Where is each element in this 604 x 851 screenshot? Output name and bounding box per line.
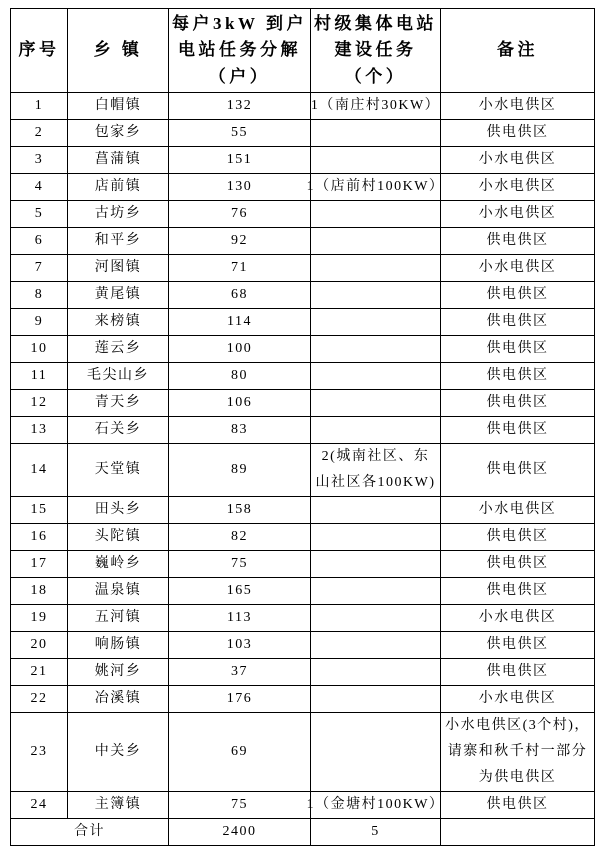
household-count-cell: 89 [169,444,311,497]
note-cell: 供电供区 [441,524,595,551]
household-count-cell: 37 [169,659,311,686]
header-household-task-line: 每户3kW 到户 [172,13,307,33]
note-cell: 供电供区 [441,336,595,363]
township-cell: 黄尾镇 [68,282,169,309]
village-station-cell [311,282,441,309]
household-count-cell: 71 [169,255,311,282]
note-cell: 供电供区 [441,659,595,686]
household-count-cell: 76 [169,201,311,228]
header-household-task-line: （户） [208,66,271,86]
note-cell: 供电供区 [441,282,595,309]
note-cell: 供电供区 [441,551,595,578]
household-count-cell: 80 [169,363,311,390]
village-station-cell [311,255,441,282]
household-count-cell: 113 [169,605,311,632]
village-station-cell [311,390,441,417]
township-cell: 中关乡 [68,713,169,792]
township-cell: 白帽镇 [68,93,169,120]
header-household-task-line: 电站任务分解 [178,40,301,60]
township-cell: 毛尖山乡 [68,363,169,390]
household-count-cell: 69 [169,713,311,792]
township-cell: 河图镇 [68,255,169,282]
village-station-cell [311,497,441,524]
township-cell: 冶溪镇 [68,686,169,713]
note-cell [441,713,595,792]
seq-cell: 15 [11,497,68,524]
household-count-cell: 103 [169,632,311,659]
township-cell: 五河镇 [68,605,169,632]
township-cell: 田头乡 [68,497,169,524]
total-label-cell: 合计 [11,819,169,846]
header-village-task-line: 建设任务 [334,40,417,60]
village-station-cell [311,147,441,174]
household-count-cell: 75 [169,792,311,819]
village-station-cell: 1（南庄村30KW） [311,93,441,120]
village-station-cell: 1（店前村100KW） [311,174,441,201]
seq-cell: 13 [11,417,68,444]
note-cell: 供电供区 [441,578,595,605]
header-village-task-line: （个） [344,66,407,86]
note-cell: 小水电供区 [441,686,595,713]
header-village-task [311,9,441,93]
township-cell: 店前镇 [68,174,169,201]
household-count-cell: 114 [169,309,311,336]
seq-cell: 17 [11,551,68,578]
township-cell: 青天乡 [68,390,169,417]
header-village-task-line: 村级集体电站 [314,13,437,33]
township-cell: 温泉镇 [68,578,169,605]
note-cell: 供电供区 [441,792,595,819]
note-cell: 小水电供区 [441,605,595,632]
village-station-cell [311,228,441,255]
village-station-cell: 1（金塘村100KW） [311,792,441,819]
seq-cell: 7 [11,255,68,282]
seq-cell: 22 [11,686,68,713]
note-line: 为供电供区 [478,770,557,785]
household-count-cell: 68 [169,282,311,309]
seq-cell: 14 [11,444,68,497]
note-cell: 小水电供区 [441,497,595,524]
note-cell: 供电供区 [441,228,595,255]
task-table [10,8,595,846]
village-station-cell [311,632,441,659]
village-station-cell [311,417,441,444]
header-household-task [169,9,311,93]
seq-cell: 6 [11,228,68,255]
seq-cell: 3 [11,147,68,174]
village-station-cell [311,659,441,686]
township-cell: 和平乡 [68,228,169,255]
total-note-cell [441,819,595,846]
village-station-cell [311,686,441,713]
header-seq: 序号 [11,9,68,93]
seq-cell: 4 [11,174,68,201]
note-cell: 供电供区 [441,632,595,659]
household-count-cell: 132 [169,93,311,120]
household-count-cell: 55 [169,120,311,147]
seq-cell: 20 [11,632,68,659]
village-station-line: 2(城南社区、东 [321,449,430,464]
township-cell: 莲云乡 [68,336,169,363]
village-station-cell [311,551,441,578]
village-station-cell [311,578,441,605]
village-station-cell [311,336,441,363]
note-cell: 供电供区 [441,120,595,147]
household-count-cell: 100 [169,336,311,363]
seq-cell: 16 [11,524,68,551]
seq-cell: 8 [11,282,68,309]
household-count-cell: 151 [169,147,311,174]
village-station-cell [311,444,441,497]
seq-cell: 2 [11,120,68,147]
household-count-cell: 83 [169,417,311,444]
seq-cell: 18 [11,578,68,605]
note-cell: 供电供区 [441,444,595,497]
household-count-cell: 130 [169,174,311,201]
note-cell: 小水电供区 [441,255,595,282]
note-line: 请寨和秋千村一部分 [447,744,588,759]
note-cell: 小水电供区 [441,147,595,174]
seq-cell: 11 [11,363,68,390]
township-cell: 响肠镇 [68,632,169,659]
household-count-cell: 75 [169,551,311,578]
household-count-cell: 165 [169,578,311,605]
village-station-cell [311,363,441,390]
household-count-cell: 92 [169,228,311,255]
note-cell: 小水电供区 [441,93,595,120]
township-cell: 巍岭乡 [68,551,169,578]
township-cell: 主簿镇 [68,792,169,819]
household-count-cell: 176 [169,686,311,713]
village-station-cell [311,524,441,551]
seq-cell: 9 [11,309,68,336]
seq-cell: 10 [11,336,68,363]
seq-cell: 12 [11,390,68,417]
village-station-line: 山社区各100KW) [315,475,436,490]
seq-cell: 21 [11,659,68,686]
village-station-cell [311,309,441,336]
village-station-cell [311,713,441,792]
note-cell: 小水电供区 [441,174,595,201]
township-cell: 来榜镇 [68,309,169,336]
village-station-cell [311,201,441,228]
note-cell: 供电供区 [441,390,595,417]
seq-cell: 5 [11,201,68,228]
household-count-cell: 82 [169,524,311,551]
township-cell: 古坊乡 [68,201,169,228]
township-cell: 菖蒲镇 [68,147,169,174]
township-cell: 姚河乡 [68,659,169,686]
note-line: 小水电供区(3个村)， [445,718,590,733]
seq-cell: 24 [11,792,68,819]
note-cell: 小水电供区 [441,201,595,228]
township-cell: 石关乡 [68,417,169,444]
seq-cell: 23 [11,713,68,792]
seq-cell: 1 [11,93,68,120]
seq-cell: 19 [11,605,68,632]
total-household-count-cell: 2400 [169,819,311,846]
village-station-cell [311,120,441,147]
total-village-station-cell: 5 [311,819,441,846]
note-cell: 供电供区 [441,363,595,390]
note-cell: 供电供区 [441,417,595,444]
township-cell: 天堂镇 [68,444,169,497]
household-count-cell: 106 [169,390,311,417]
household-count-cell: 158 [169,497,311,524]
header-note: 备注 [441,9,595,93]
township-cell: 包家乡 [68,120,169,147]
note-cell: 供电供区 [441,309,595,336]
header-township: 乡 镇 [68,9,169,93]
village-station-cell [311,605,441,632]
township-cell: 头陀镇 [68,524,169,551]
